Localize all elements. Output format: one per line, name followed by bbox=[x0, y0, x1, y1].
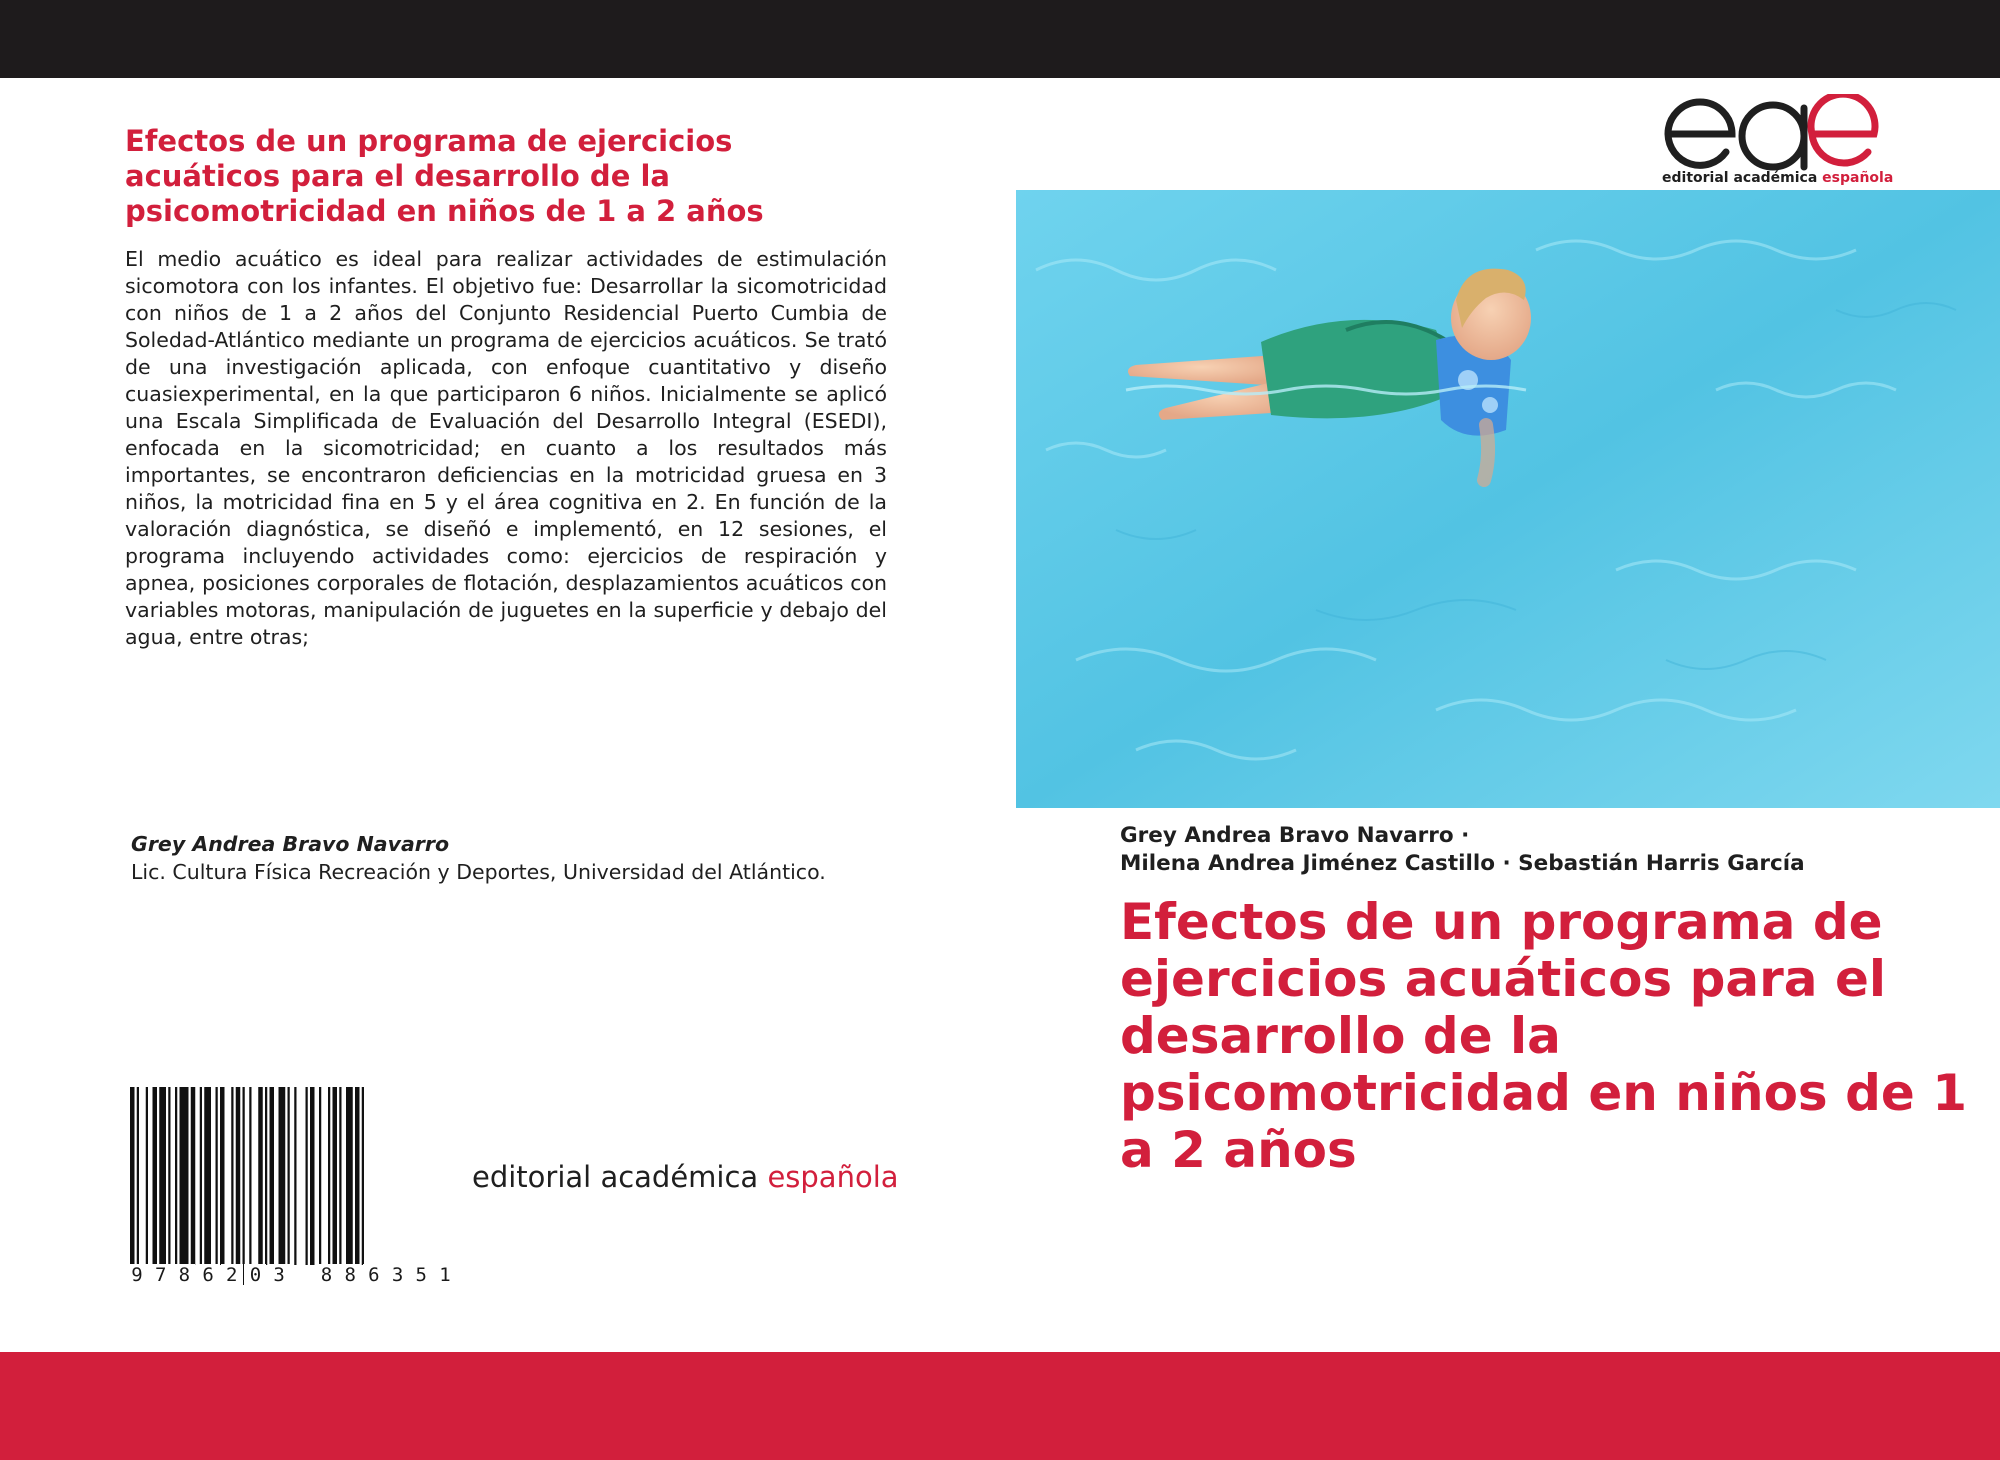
back-cover-blurb: El medio acuático es ideal para realizar actividades de estimulación sicomotora con los infantes. El objetivo fue: Desarrollar la sicomotricidad con niños de 1 a 2 años del Conjunto Residencial Puerto Cumbia de Soledad-Atlántico mediante un programa de ejercicios acuáticos. Se trató de una investigación aplicada, con enfoque cuantitativo y diseño cuasiexperimental, en la que participaron 6 niños. Inicialmente se aplicó una Escala Simplificada de Evaluación del Desarrollo Integral (ESEDI), enfocada en la sicomotricidad; en cuanto a los resultados más importantes, se encontraron deficiencias en la motricidad gruesa en 3 niños, la motricidad fina en 5 y el área cognitiva en 2. En función de la valoración diagnóstica, se diseñó e implementó, en 12 sesiones, el programa incluyendo actividades como: ejercicios de respiración y apnea, posiciones corporales de flotación, desplazamientos acuáticos con variables motoras, manipulación de juguetes en la superficie y debajo del agua, entre otras; bbox=[125, 247, 887, 649]
isbn-digit: 6 bbox=[363, 1264, 385, 1286]
isbn-digit: 8 bbox=[316, 1264, 338, 1286]
barcode-bar bbox=[306, 1087, 308, 1265]
isbn-digit: 0 bbox=[244, 1264, 266, 1286]
barcode-bar bbox=[346, 1087, 353, 1265]
barcode-bar bbox=[319, 1087, 321, 1265]
imprint-main: editorial académica bbox=[472, 1160, 768, 1194]
isbn-digit: 9 bbox=[126, 1264, 148, 1286]
isbn-digit: 6 bbox=[197, 1264, 219, 1286]
isbn-digit: 3 bbox=[268, 1264, 290, 1286]
barcode-bar bbox=[200, 1087, 202, 1265]
barcode-bar bbox=[279, 1087, 286, 1265]
isbn-gap bbox=[292, 1264, 314, 1286]
logo-caption-accent: española bbox=[1822, 170, 1894, 186]
pool-photo bbox=[1016, 190, 2000, 808]
barcode-bar bbox=[159, 1087, 166, 1265]
barcode-bar bbox=[204, 1087, 211, 1265]
isbn-digit: 5 bbox=[410, 1264, 432, 1286]
front-cover-title: Efectos de un programa de ejercicios acuáticos para el desarrollo de la psicomotricidad en niños de 1 a 2 años bbox=[1120, 893, 1967, 1179]
barcode-bar bbox=[249, 1087, 251, 1285]
author-affiliation: Lic. Cultura Física Recreación y Deportes, Universidad del Atlántico. bbox=[131, 860, 826, 884]
barcode-bar bbox=[231, 1087, 233, 1265]
barcode-bar bbox=[355, 1087, 360, 1265]
logo-caption-main: editorial académica bbox=[1662, 170, 1823, 186]
barcode-bar bbox=[220, 1087, 225, 1265]
barcode-bar bbox=[294, 1087, 296, 1265]
barcode-bar bbox=[270, 1087, 275, 1265]
barcode-bar bbox=[216, 1087, 218, 1265]
barcode-bar bbox=[362, 1087, 364, 1265]
isbn-digit: 8 bbox=[173, 1264, 195, 1286]
authors-line-2: Milena Andrea Jiménez Castillo · Sebastián Harris García bbox=[1120, 851, 1805, 876]
barcode-bar bbox=[146, 1087, 148, 1265]
barcode-bar bbox=[191, 1087, 196, 1265]
logo-caption bbox=[1662, 170, 1893, 186]
barcode-bar bbox=[130, 1087, 135, 1285]
isbn-digit: 7 bbox=[150, 1264, 172, 1286]
isbn-digit: 1 bbox=[434, 1264, 456, 1286]
bottom-band bbox=[0, 1352, 2000, 1460]
barcode-bar bbox=[180, 1087, 189, 1265]
barcode-bar bbox=[175, 1087, 177, 1265]
front-authors bbox=[1120, 822, 1980, 878]
author-bio bbox=[131, 830, 891, 886]
barcode-bar bbox=[333, 1087, 338, 1265]
barcode-bar bbox=[328, 1087, 330, 1265]
isbn-digit: 8 bbox=[339, 1264, 361, 1286]
authors-line-1: Grey Andrea Bravo Navarro · bbox=[1120, 823, 1470, 848]
isbn-digit: 2 bbox=[221, 1264, 243, 1286]
barcode-bar bbox=[168, 1087, 170, 1265]
barcode-bar bbox=[265, 1087, 267, 1265]
barcode-bar bbox=[243, 1087, 245, 1285]
author-name: Grey Andrea Bravo Navarro bbox=[131, 832, 450, 856]
barcode-bar bbox=[236, 1087, 241, 1265]
imprint-accent: española bbox=[767, 1160, 899, 1194]
top-band bbox=[0, 0, 2000, 78]
barcode-bar bbox=[288, 1087, 290, 1265]
isbn-digit: 3 bbox=[387, 1264, 409, 1286]
barcode-bar bbox=[137, 1087, 139, 1285]
barcode-bar bbox=[339, 1087, 341, 1265]
publisher-imprint bbox=[472, 1160, 899, 1194]
back-cover-title: Efectos de un programa de ejercicios acuáticos para el desarrollo de la psicomotricidad en niños de 1 a 2 años bbox=[125, 124, 764, 228]
barcode-bar bbox=[310, 1087, 315, 1265]
isbn-number bbox=[126, 1264, 456, 1286]
barcode-bar bbox=[258, 1087, 263, 1265]
barcode-bar bbox=[153, 1087, 158, 1265]
barcode-graphic bbox=[126, 1087, 456, 1287]
